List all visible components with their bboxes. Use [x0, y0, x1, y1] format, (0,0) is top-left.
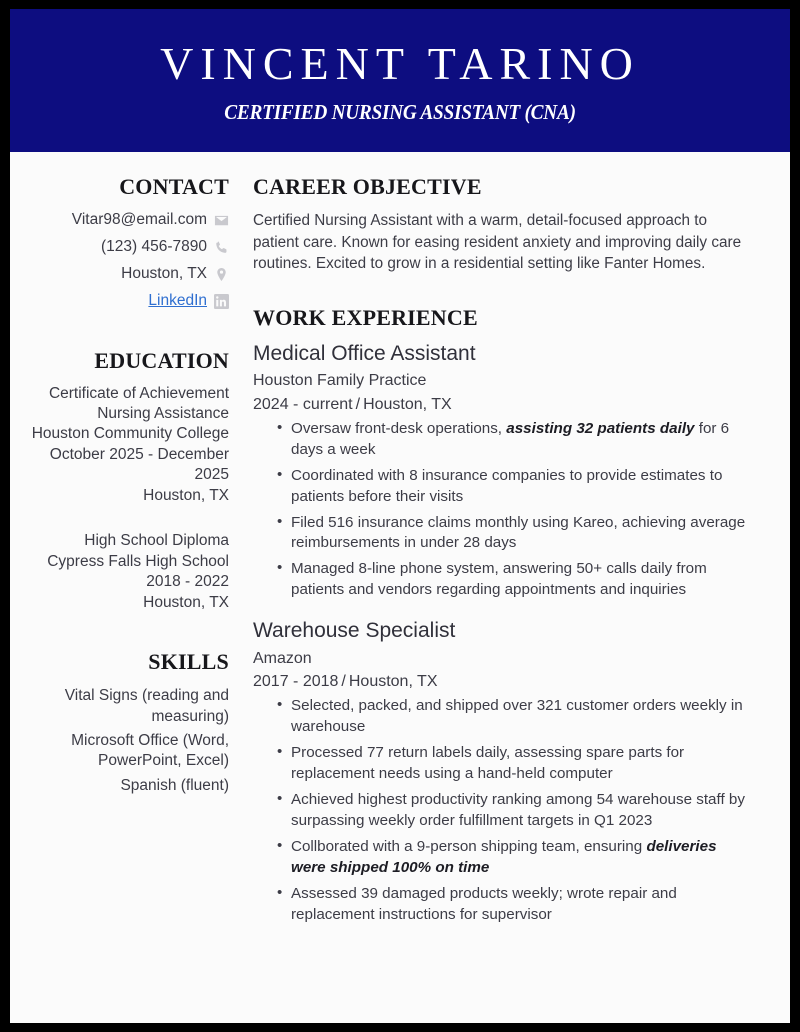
- envelope-icon: [214, 213, 229, 228]
- job-bullet: • Managed 8-line phone system, answering 50+ calls daily from patients and vendors regarding appointments and inquiries: [277, 559, 750, 601]
- job-meta: [253, 394, 750, 416]
- linkedin-link[interactable]: LinkedIn: [148, 292, 207, 310]
- job-dates: 2024 - current: [253, 396, 353, 414]
- job-bullet: • Filed 516 insurance claims monthly using Kareo, achieving average reimbursements in under 28 days: [277, 513, 750, 555]
- contact-item: [20, 237, 229, 257]
- resume-body: [10, 152, 790, 931]
- contact-list: [20, 210, 229, 312]
- job-location: Houston, TX: [348, 673, 438, 691]
- job-bullet: • Coordinated with 8 insurance companies to provide estimates to patients before their visits: [277, 466, 750, 508]
- skills-list: [20, 686, 229, 796]
- education-dates: 2018 - 2022: [146, 573, 229, 591]
- job-meta: [253, 671, 750, 693]
- education-spacer: [20, 513, 229, 531]
- job-entry: [253, 617, 750, 925]
- education-school: Cypress Falls High School: [47, 552, 229, 570]
- jobs-list: [253, 340, 750, 925]
- job-title: Medical Office Assistant: [253, 342, 476, 366]
- education-entry: [20, 531, 229, 613]
- bullet-highlight: assisting 32 patients daily: [506, 419, 695, 437]
- education-degree: Certificate of Achievement: [48, 384, 229, 402]
- resume-page: [10, 9, 790, 1023]
- job-bullet: • Selected, packed, and shipped over 321 customer orders weekly in warehouse: [277, 696, 750, 738]
- education-dates: October 2025 - December 2025: [49, 445, 229, 484]
- contact-heading: CONTACT: [119, 174, 229, 199]
- objective-heading: CAREER OBJECTIVE: [253, 174, 482, 199]
- contact-value: Houston, TX: [121, 265, 207, 283]
- education-degree: High School Diploma: [84, 532, 229, 550]
- job-entry: [253, 340, 750, 601]
- job-bullet: • Achieved highest productivity ranking among 54 warehouse staff by surpassing weekly order fulfillment targets in Q1 2023: [277, 790, 750, 832]
- skill-item: Microsoft Office (Word, PowerPoint, Excel): [71, 732, 229, 770]
- job-bullet-list: [253, 419, 750, 602]
- job-meta-separator: /: [341, 673, 346, 691]
- contact-value: (123) 456-7890: [101, 238, 207, 256]
- education-entry: [20, 384, 229, 507]
- skills-heading: SKILLS: [148, 649, 229, 675]
- sidebar-column: [10, 152, 245, 800]
- job-bullet-list: [253, 696, 750, 926]
- resume-header: [10, 9, 790, 152]
- job-bullet: • Oversaw front-desk operations, assisting 32 patients daily for 6 days a week: [277, 419, 750, 461]
- work-experience-section: [253, 305, 750, 925]
- contact-value: Vitar98@email.com: [71, 211, 207, 228]
- job-meta-separator: /: [355, 396, 361, 414]
- linkedin-icon: [214, 294, 229, 309]
- work-heading: WORK EXPERIENCE: [253, 305, 478, 331]
- main-column: [245, 152, 790, 931]
- job-bullet: • Processed 77 return labels daily, assessing spare parts for replacement needs using a hand-held computer: [277, 743, 750, 785]
- header-subtitle: CERTIFIED NURSING ASSISTANT (CNA): [224, 99, 576, 124]
- education-section: [20, 348, 229, 614]
- skills-section: [20, 649, 229, 796]
- job-company: Houston Family Practice: [253, 372, 427, 390]
- job-dates: 2017 - 2018: [253, 673, 339, 691]
- contact-item: [20, 264, 229, 284]
- career-objective-section: [253, 174, 750, 275]
- bullet-highlight: deliveries were shipped 100% on time: [291, 837, 717, 876]
- job-bullet: • Collborated with a 9-person shipping team, ensuring deliveries were shipped 100% on time: [277, 837, 750, 879]
- page-title: VINCENT TARINO: [160, 38, 640, 90]
- objective-text: Certified Nursing Assistant with a warm, detail-focused approach to patient care. Known for easing resident anxiety and improving daily care routines. Excited to grow in a residential setting like Fanter Homes.: [253, 212, 742, 273]
- job-location: Houston, TX: [363, 396, 452, 414]
- contact-item[interactable]: [20, 291, 229, 311]
- education-field: Nursing Assistance: [97, 405, 229, 423]
- skill-item: Spanish (fluent): [120, 776, 229, 794]
- phone-icon: [214, 240, 229, 255]
- education-heading: EDUCATION: [94, 347, 229, 373]
- contact-section: [20, 174, 229, 312]
- education-list: [20, 384, 229, 614]
- job-company: Amazon: [253, 649, 312, 667]
- job-bullet: • Assessed 39 damaged products weekly; wrote repair and replacement instructions for supervisor: [277, 884, 750, 926]
- location-pin-icon: [214, 267, 229, 282]
- job-title: Warehouse Specialist: [253, 619, 456, 643]
- education-school: Houston Community College: [31, 425, 229, 443]
- contact-item: [20, 210, 229, 230]
- skill-item: Vital Signs (reading and measuring): [64, 687, 229, 725]
- education-location: Houston, TX: [143, 593, 229, 611]
- education-location: Houston, TX: [143, 486, 229, 504]
